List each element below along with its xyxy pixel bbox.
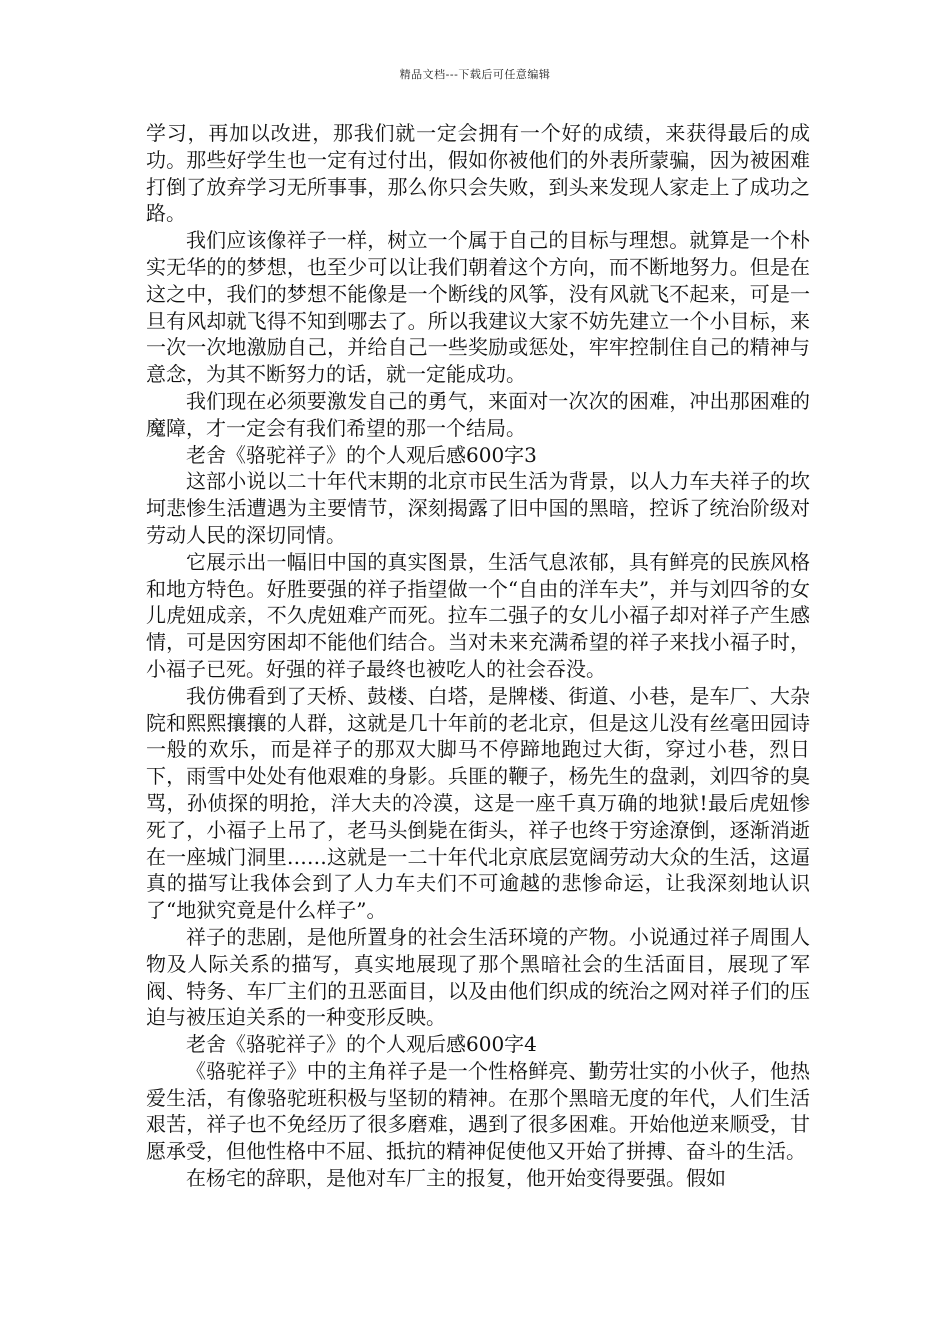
paragraph-1: 学习，再加以改进，那我们就一定会拥有一个好的成绩，来获得最后的成功。那些好学生也一定有过付出，假如你被他们的外表所蒙骗，因为被困难打倒了放弃学习无所事事，那么你只会失败，到头来发现人家走上了成功之路。 (146, 121, 810, 226)
paragraph-5: 它展示出一幅旧中国的真实图景，生活气息浓郁，具有鲜亮的民族风格和地方特色。好胜要强的祥子指望做一个“自由的洋车夫”，并与刘四爷的女儿虎妞成亲，不久虎妞难产而死。拉车二强子的女儿小福子却对祥子产生感情，可是因穷困却不能他们结合。当对未来充满希望的祥子来找小福子时，小福子已死。好强的祥子最终也被吃人的社会吞没。 (146, 549, 810, 681)
paragraph-7: 祥子的悲剧，是他所置身的社会生活环境的产物。小说通过祥子周围人物及人际关系的描写，真实地展现了那个黑暗社会的生活面目，展现了军阀、特务、车厂主们的丑恶面目，以及由他们织成的统治之网对祥子们的压迫与被压迫关系的一种变形反映。 (146, 924, 810, 1030)
paragraph-8: 《骆驼祥子》中的主角祥子是一个性格鲜亮、勤劳壮实的小伙子，他热爱生活，有像骆驼班积极与坚韧的精神。在那个黑暗无度的年代，人们生活艰苦，祥子也不免经历了很多磨难，遇到了很多困难。开始他逆来顺受，甘愿承受，但他性格中不屈、抵抗的精神促使他又开始了拼搏、奋斗的生活。 (146, 1058, 810, 1164)
document-body (146, 120, 810, 1192)
paragraph-9: 在杨宅的辞职，是他对车厂主的报复，他开始变得要强。假如 (186, 1166, 726, 1191)
paragraph-2: 我们应该像祥子一样，树立一个属于自己的目标与理想。就算是一个朴实无华的的梦想，也至少可以让我们朝着这个方向，而不断地努力。但是在这之中，我们的梦想不能像是一个断线的风筝，没有风就飞不起来，可是一旦有风却就飞得不知到哪去了。所以我建议大家不妨先建立一个小目标，来一次一次地激励自己，并给自己一些奖励或惩处，牢牢控制住自己的精神与意念，为其不断努力的话，就一定能成功。 (146, 228, 810, 387)
section-heading-4: 老舍《骆驼祥子》的个人观后感600字4 (186, 1032, 537, 1057)
section-heading-3: 老舍《骆驼祥子》的个人观后感600字3 (186, 442, 537, 467)
paragraph-4: 这部小说以二十年代末期的北京市民生活为背景，以人力车夫祥子的坎坷悲惨生活遭遇为主要情节，深刻揭露了旧中国的黑暗，控诉了统治阶级对劳动人民的深切同情。 (146, 469, 810, 547)
page-header: 精品文档---下载后可任意编辑 (399, 68, 551, 81)
paragraph-6: 我仿佛看到了天桥、鼓楼、白塔，是牌楼、街道、小巷，是车厂、大杂院和熙熙攘攘的人群，这就是几十年前的老北京，但是这儿没有丝毫田园诗一般的欢乐，而是祥子的那双大脚马不停蹄地跑过大街，穿过小巷，烈日下，雨雪中处处有他艰难的身影。兵匪的鞭子，杨先生的盘剥，刘四爷的臭骂，孙侦探的明抢，洋大夫的冷漠，这是一座千真万确的地狱!最后虎妞惨死了，小福子上吊了，老马头倒毙在街头，祥子也终于穷途潦倒，逐渐消逝在一座城门洞里……这就是一二十年代北京底层宽阔劳动大众的生活，这逼真的描写让我体会到了人力车夫们不可逾越的悲惨命运，让我深刻地认识了“地狱究竟是什么样子”。 (146, 683, 810, 923)
paragraph-3: 我们现在必须要激发自己的勇气，来面对一次次的困难，冲出那困难的魔障，才一定会有我们希望的那一个结局。 (146, 388, 810, 440)
